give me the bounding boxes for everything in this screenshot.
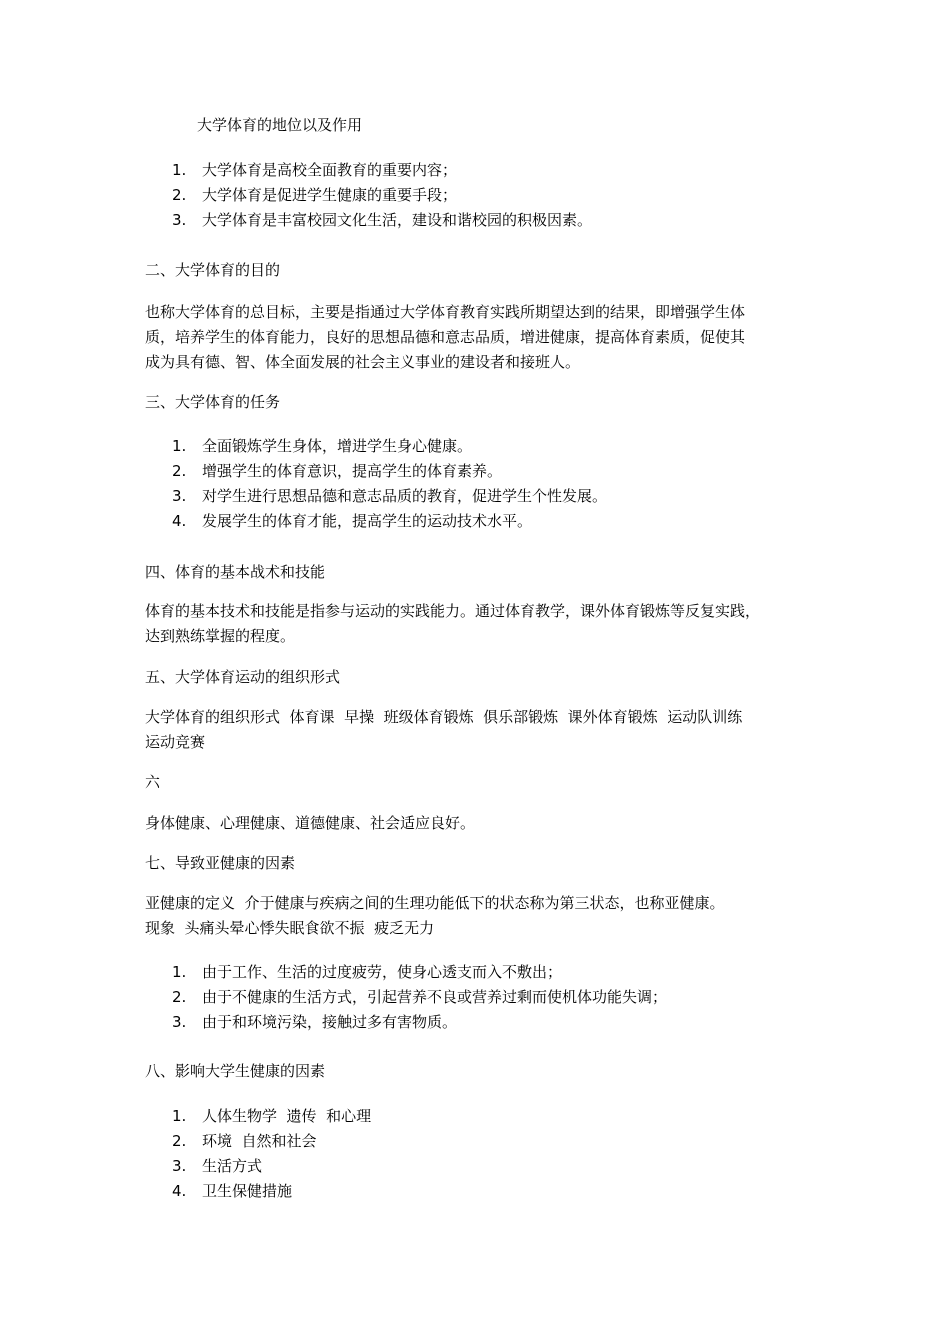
list-text: 发展学生的体育才能，提高学生的运动技术水平。 — [202, 512, 533, 530]
list-text: 大学体育是促进学生健康的重要手段； — [202, 186, 458, 204]
document-title: 大学体育的地位以及作用 — [197, 116, 363, 134]
paragraph-line: 现象 头痛头晕心悸失眠食欲不振 疲乏无力 — [145, 919, 435, 937]
list-text: 卫生保健措施 — [202, 1182, 293, 1200]
list-number: 1. — [172, 1107, 187, 1125]
paragraph-line: 也称大学体育的总目标，主要是指通过大学体育教育实践所期望达到的结果，即增强学生体 — [145, 303, 746, 321]
list-number: 2. — [172, 1132, 187, 1150]
section-heading-organization: 五、大学体育运动的组织形式 — [145, 668, 341, 686]
list-text: 增强学生的体育意识，提高学生的体育素养。 — [202, 462, 503, 480]
paragraph-line: 体育的基本技术和技能是指参与运动的实践能力。通过体育教学，课外体育锻炼等反复实践， — [145, 602, 761, 620]
paragraph-line: 运动竞赛 — [145, 733, 206, 751]
paragraph-line: 成为具有德、智、体全面发展的社会主义事业的建设者和接班人。 — [145, 353, 581, 371]
paragraph-line: 达到熟练掌握的程度。 — [145, 627, 296, 645]
section-heading-purpose: 二、大学体育的目的 — [145, 261, 281, 279]
purpose-paragraph — [145, 300, 810, 375]
list-number: 4. — [172, 512, 187, 530]
list-number: 3. — [172, 1157, 187, 1175]
list-number: 1. — [172, 437, 187, 455]
paragraph-line: 质，培养学生的体育能力，良好的思想品德和意志品质，增进健康，提高体育素质，促使其 — [145, 328, 746, 346]
section-heading-skills: 四、体育的基本战术和技能 — [145, 563, 326, 581]
paragraph-line: 大学体育的组织形式 体育课 早操 班级体育锻炼 俱乐部锻炼 课外体育锻炼 运动队训练 — [145, 708, 743, 726]
list-number: 2. — [172, 462, 187, 480]
list-number: 3. — [172, 1013, 187, 1031]
list-text: 生活方式 — [202, 1157, 263, 1175]
paragraph-line: 亚健康的定义 介于健康与疾病之间的生理功能低下的状态称为第三状态，也称亚健康。 — [145, 894, 725, 912]
list-number: 4. — [172, 1182, 187, 1200]
list-number: 3. — [172, 211, 187, 229]
organization-paragraph — [145, 705, 810, 755]
list-text: 由于工作、生活的过度疲劳，使身心透支而入不敷出； — [202, 963, 563, 981]
list-text: 大学体育是丰富校园文化生活，建设和谐校园的积极因素。 — [202, 211, 593, 229]
list-text: 人体生物学 遗传 和心理 — [202, 1107, 372, 1125]
subhealth-paragraph — [145, 891, 810, 941]
list-number: 1. — [172, 963, 187, 981]
list-number: 2. — [172, 988, 187, 1006]
section-heading-factors: 八、影响大学生健康的因素 — [145, 1062, 326, 1080]
list-number: 2. — [172, 186, 187, 204]
health-paragraph: 身体健康、心理健康、道德健康、社会适应良好。 — [145, 814, 476, 832]
list-text: 由于不健康的生活方式，引起营养不良或营养过剩而使机体功能失调； — [202, 988, 668, 1006]
list-number: 3. — [172, 487, 187, 505]
section-heading-six: 六 — [145, 773, 161, 791]
list-text: 环境 自然和社会 — [202, 1132, 317, 1150]
skills-paragraph — [145, 599, 810, 649]
list-text: 对学生进行思想品德和意志品质的教育，促进学生个性发展。 — [202, 487, 608, 505]
section-heading-subhealth: 七、导致亚健康的因素 — [145, 854, 296, 872]
section-heading-tasks: 三、大学体育的任务 — [145, 393, 281, 411]
list-text: 全面锻炼学生身体，增进学生身心健康。 — [202, 437, 473, 455]
list-number: 1. — [172, 161, 187, 179]
list-text: 大学体育是高校全面教育的重要内容； — [202, 161, 458, 179]
list-text: 由于和环境污染，接触过多有害物质。 — [202, 1013, 458, 1031]
